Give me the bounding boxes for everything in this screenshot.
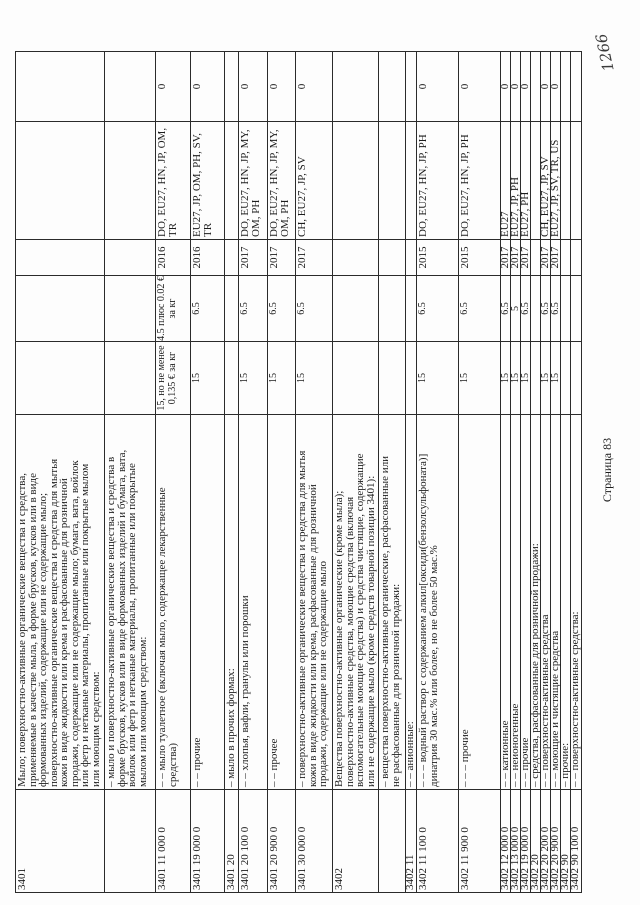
base-rate-cell: 15 — [191, 342, 225, 415]
negotiating-rights-cell — [571, 122, 582, 240]
bound-rate-cell: 6.5 — [551, 276, 561, 342]
bound-rate-cell: 6.5 — [541, 276, 551, 342]
bound-rate-cell — [379, 276, 406, 342]
other-duties-cell: 0 — [191, 52, 225, 122]
other-duties-cell: 0 — [239, 52, 268, 122]
negotiating-rights-cell — [105, 122, 156, 240]
tariff-code-cell: 3402 11 100 0 — [417, 790, 459, 893]
tariff-code-cell: 3401 — [16, 790, 105, 893]
table-row — [16, 52, 105, 893]
description-cell: – – мыло туалетное (включая мыло, содержащее лекарственные средства) — [156, 415, 191, 790]
base-rate-cell: 15 — [511, 342, 521, 415]
negotiating-rights-cell — [379, 122, 406, 240]
base-rate-cell — [379, 342, 406, 415]
negotiating-rights-cell — [225, 122, 239, 240]
description-cell: – мыло и поверхностно-активные органические вещества и средства в форме брусков, кусков или в виде формованных изделий и бумага, вата, войлок или фетр и нетканые материалы, пропитанные или покрытые мылом или моющим средством: — [105, 415, 156, 790]
negotiating-rights-cell — [406, 122, 417, 240]
base-rate-cell — [571, 342, 582, 415]
other-duties-cell — [16, 52, 105, 122]
implementation-year-cell — [379, 240, 406, 276]
table-row — [156, 52, 191, 893]
bound-rate-cell: 6.5 — [459, 276, 501, 342]
negotiating-rights-cell — [16, 122, 105, 240]
bound-rate-cell: 6.5 — [501, 276, 511, 342]
tariff-code-cell: 3401 20 900 0 — [268, 790, 296, 893]
description-cell: – – анионные: — [406, 415, 417, 790]
implementation-year-cell: 2017 — [511, 240, 521, 276]
negotiating-rights-cell: EU27, JP, SV, TR, US — [551, 122, 561, 240]
handwritten-page-number: 1266 — [592, 31, 618, 73]
negotiating-rights-cell: CH, EU27, JP, SV — [296, 122, 333, 240]
implementation-year-cell — [16, 240, 105, 276]
bound-rate-cell: 5 — [511, 276, 521, 342]
base-rate-cell — [406, 342, 417, 415]
base-rate-cell — [531, 342, 541, 415]
base-rate-cell: 15 — [239, 342, 268, 415]
page-number-footer: Страница 83 — [600, 437, 614, 503]
tariff-code-cell: 3402 90 100 0 — [571, 790, 582, 893]
bound-rate-cell — [561, 276, 571, 342]
tariff-code-cell — [379, 790, 406, 893]
implementation-year-cell: 2017 — [521, 240, 531, 276]
table-row — [571, 52, 582, 893]
base-rate-cell: 15 — [541, 342, 551, 415]
implementation-year-cell: 2016 — [156, 240, 191, 276]
tariff-code-cell: 3402 11 900 0 — [459, 790, 501, 893]
tariff-code-cell: 3401 19 000 0 — [191, 790, 225, 893]
other-duties-cell — [105, 52, 156, 122]
description-cell: – прочие: — [561, 415, 571, 790]
description-cell: Вещества поверхностно-активные органические (кроме мыла); поверхностно-активные средства, моющие средства (включая вспомогательные моющие средства) и средства чистящие, содержащие или не содержащие мыло (кроме средств товарной позиции 3401): — [333, 415, 379, 790]
base-rate-cell — [16, 342, 105, 415]
description-cell: – – прочие — [191, 415, 225, 790]
negotiating-rights-cell: EU27, JP, OM, PH, SV, TR — [191, 122, 225, 240]
tariff-code-cell: 3402 20 — [531, 790, 541, 893]
tariff-table-body — [16, 52, 582, 893]
implementation-year-cell: 2015 — [459, 240, 501, 276]
other-duties-cell: 0 — [551, 52, 561, 122]
description-cell: – мыло в прочих формах: — [225, 415, 239, 790]
other-duties-cell — [333, 52, 379, 122]
other-duties-cell: 0 — [268, 52, 296, 122]
table-row — [406, 52, 417, 893]
negotiating-rights-cell: DO, EU27, HN, JP, OM, TR — [156, 122, 191, 240]
implementation-year-cell: 2016 — [191, 240, 225, 276]
negotiating-rights-cell: DO, EU27, HN, JP, PH — [417, 122, 459, 240]
other-duties-cell — [561, 52, 571, 122]
tariff-table — [15, 51, 582, 893]
tariff-code-cell: 3401 20 — [225, 790, 239, 893]
implementation-year-cell — [406, 240, 417, 276]
description-cell: – – катионные — [501, 415, 511, 790]
tariff-code-cell: 3402 19 000 0 — [521, 790, 531, 893]
description-cell: – – – прочие — [459, 415, 501, 790]
implementation-year-cell: 2015 — [417, 240, 459, 276]
bound-rate-cell: 6.5 — [417, 276, 459, 342]
table-row — [417, 52, 459, 893]
base-rate-cell — [225, 342, 239, 415]
base-rate-cell — [333, 342, 379, 415]
tariff-code-cell: 3402 — [333, 790, 379, 893]
base-rate-cell: 15 — [501, 342, 511, 415]
tariff-code-cell: 3401 11 000 0 — [156, 790, 191, 893]
bound-rate-cell — [531, 276, 541, 342]
other-duties-cell: 0 — [511, 52, 521, 122]
implementation-year-cell — [105, 240, 156, 276]
bound-rate-cell: 6.5 — [239, 276, 268, 342]
tariff-code-cell: 3402 20 900 0 — [551, 790, 561, 893]
negotiating-rights-cell: EU27, PH — [521, 122, 531, 240]
bound-rate-cell — [105, 276, 156, 342]
bound-rate-cell: 4.5 плюс 0.02 € за кг — [156, 276, 191, 342]
negotiating-rights-cell: CH, EU27, JP, SV — [541, 122, 551, 240]
negotiating-rights-cell — [333, 122, 379, 240]
implementation-year-cell: 2017 — [541, 240, 551, 276]
description-cell: – – неионогенные — [511, 415, 521, 790]
implementation-year-cell: 2017 — [501, 240, 511, 276]
bound-rate-cell — [225, 276, 239, 342]
tariff-code-cell: 3402 11 — [406, 790, 417, 893]
other-duties-cell — [225, 52, 239, 122]
description-cell: – средства, расфасованные для розничной продажи: — [531, 415, 541, 790]
base-rate-cell: 15 — [551, 342, 561, 415]
table-row — [268, 52, 296, 893]
description-cell: – – прочие — [521, 415, 531, 790]
other-duties-cell: 0 — [296, 52, 333, 122]
negotiating-rights-cell: EU27, JP, PH — [511, 122, 521, 240]
negotiating-rights-cell: DO, EU27, HN, JP, MY, OM, PH — [239, 122, 268, 240]
tariff-code-cell: 3402 90 — [561, 790, 571, 893]
other-duties-cell: 0 — [459, 52, 501, 122]
description-cell: – – хлопья, вафли, гранулы или порошки — [239, 415, 268, 790]
other-duties-cell: 0 — [541, 52, 551, 122]
bound-rate-cell — [333, 276, 379, 342]
other-duties-cell — [379, 52, 406, 122]
other-duties-cell: 0 — [417, 52, 459, 122]
implementation-year-cell — [225, 240, 239, 276]
negotiating-rights-cell — [561, 122, 571, 240]
tariff-code-cell: 3402 13 000 0 — [511, 790, 521, 893]
description-cell: – – прочее — [268, 415, 296, 790]
implementation-year-cell: 2017 — [268, 240, 296, 276]
description-cell: – вещества поверхностно-активные органические, расфасованные или не расфасованные для розничной продажи: — [379, 415, 406, 790]
bound-rate-cell — [571, 276, 582, 342]
tariff-code-cell: 3402 12 000 0 — [501, 790, 511, 893]
negotiating-rights-cell: EU27 — [501, 122, 511, 240]
base-rate-cell: 15 — [521, 342, 531, 415]
base-rate-cell: 15 — [296, 342, 333, 415]
other-duties-cell: 0 — [156, 52, 191, 122]
bound-rate-cell — [406, 276, 417, 342]
bound-rate-cell: 6.5 — [296, 276, 333, 342]
description-cell: – поверхностно-активные органические вещества и средства для мытья кожи в виде жидкости или крема, расфасованные для розничной продажи, содержащие или не содержащие мыло — [296, 415, 333, 790]
table-row — [239, 52, 268, 893]
table-row — [459, 52, 501, 893]
base-rate-cell — [561, 342, 571, 415]
implementation-year-cell: 2017 — [551, 240, 561, 276]
base-rate-cell — [105, 342, 156, 415]
description-cell: – – поверхностно-активные средства: — [571, 415, 582, 790]
description-cell: – – – водный раствор с содержанием алкил[оксиди(бензолсульфоната)] динатрия 30 мас.% или более, но не более 50 мас.% — [417, 415, 459, 790]
bound-rate-cell: 6.5 — [521, 276, 531, 342]
negotiating-rights-cell: DO, EU27, HN, JP, MY, OM, PH — [268, 122, 296, 240]
base-rate-cell: 15, но не менее 0,135 € за кг — [156, 342, 191, 415]
other-duties-cell — [406, 52, 417, 122]
table-row — [296, 52, 333, 893]
other-duties-cell: 0 — [501, 52, 511, 122]
bound-rate-cell — [16, 276, 105, 342]
table-row — [191, 52, 225, 893]
bound-rate-cell: 6.5 — [191, 276, 225, 342]
base-rate-cell: 15 — [417, 342, 459, 415]
description-cell: Мыло; поверхностно-активные органические вещества и средства, применяемые в качестве мыла, в форме брусков, кусков или в виде формованных изделий, содержащие или не содержащие мыло; поверхностно-активные органические вещества и средства для мытья кожи в виде жидкости или крема и расфасованные для розничной продажи, содержащие или не содержащие мыло; бумага, вата, войлок или фетр и нетканые материалы, пропитанные или покрытые мылом или моющим средством: — [16, 415, 105, 790]
implementation-year-cell — [561, 240, 571, 276]
table-row — [379, 52, 406, 893]
table-row — [225, 52, 239, 893]
other-duties-cell — [571, 52, 582, 122]
base-rate-cell: 15 — [459, 342, 501, 415]
bound-rate-cell: 6.5 — [268, 276, 296, 342]
other-duties-cell: 0 — [521, 52, 531, 122]
table-row — [105, 52, 156, 893]
tariff-code-cell: 3401 20 100 0 — [239, 790, 268, 893]
table-row — [333, 52, 379, 893]
tariff-code-cell: 3402 20 200 0 — [541, 790, 551, 893]
negotiating-rights-cell: DO, EU27, HN, JP, PH — [459, 122, 501, 240]
implementation-year-cell: 2017 — [239, 240, 268, 276]
implementation-year-cell: 2017 — [296, 240, 333, 276]
base-rate-cell: 15 — [268, 342, 296, 415]
description-cell: – – поверхностно-активные средства — [541, 415, 551, 790]
description-cell: – – моющие и чистящие средства — [551, 415, 561, 790]
tariff-code-cell: 3401 30 000 0 — [296, 790, 333, 893]
implementation-year-cell — [333, 240, 379, 276]
implementation-year-cell — [571, 240, 582, 276]
tariff-code-cell — [105, 790, 156, 893]
